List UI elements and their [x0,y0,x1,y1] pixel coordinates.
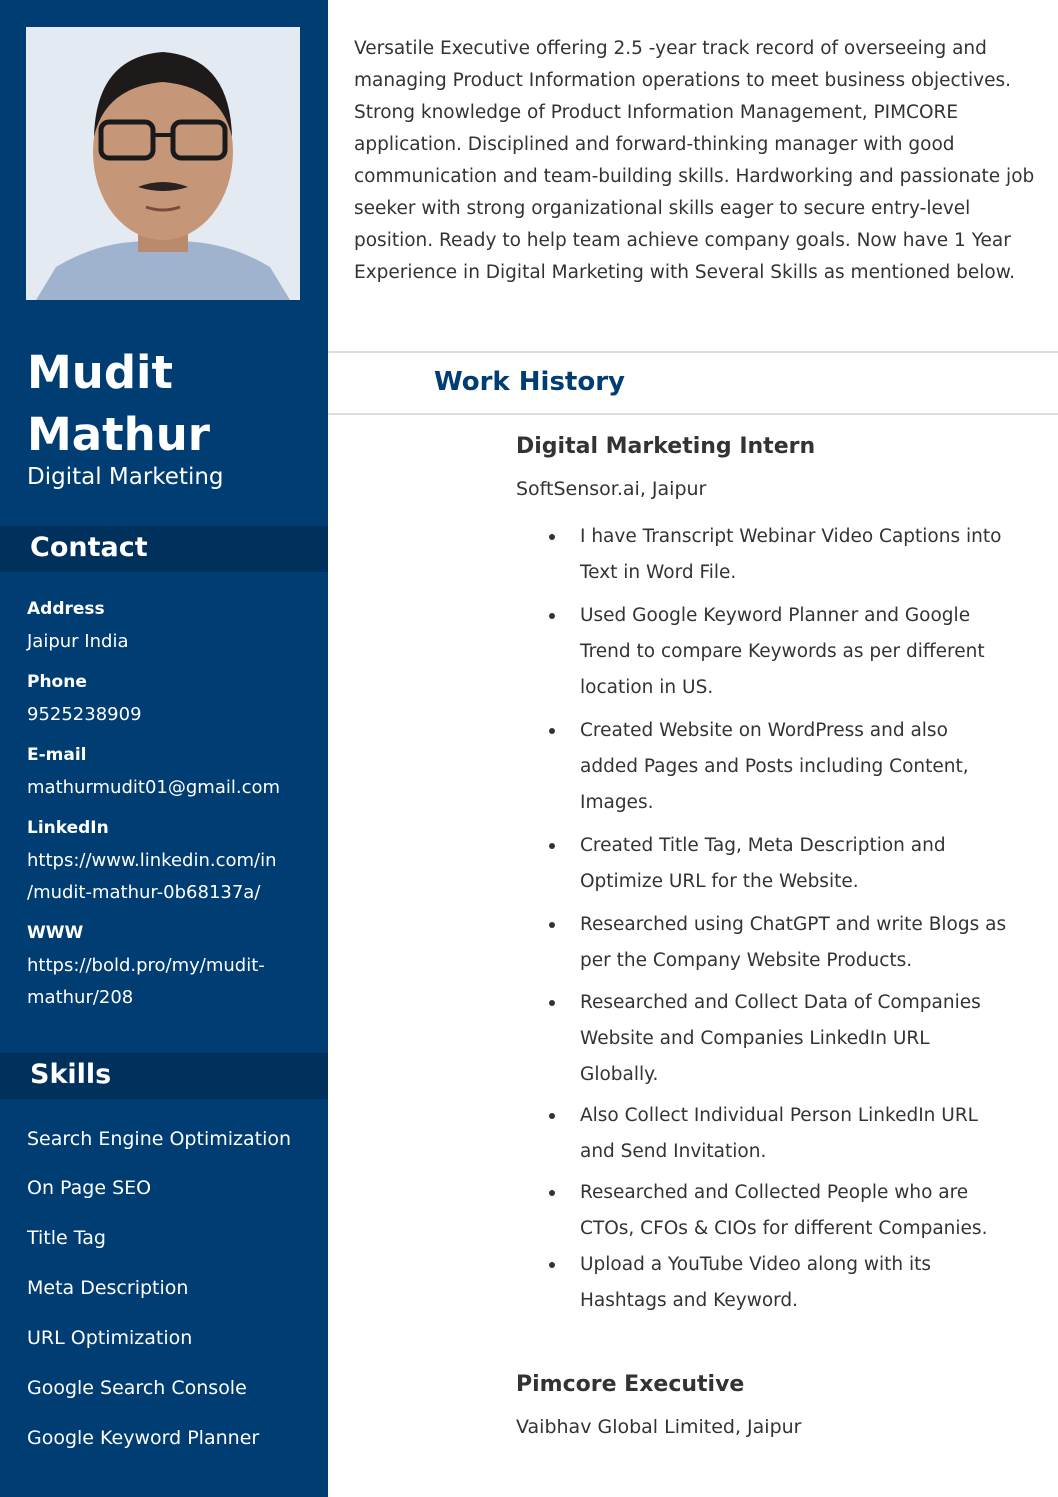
email-label: E-mail [27,745,87,765]
bullet-line: Researched and Collected People who are [580,1182,969,1203]
skills-heading: Skills [30,1059,112,1090]
bullet-line: Images. [580,792,654,813]
candidate-role: Digital Marketing [27,464,224,490]
bullet-line: added Pages and Posts including Content, [580,756,969,777]
bullet-line: Globally. [580,1064,659,1085]
bullet-icon [549,843,555,849]
professional-summary: Versatile Executive offering 2.5 -year track record of overseeing and managing Product Information operations to meet business objectives. Strong knowledge of Product Information Management, PIMCORE application. Disciplined and forward-thinking manager with good communication and team-building skills. Hardworking and passionate job seeker with strong organizational skills eager to secure entry-level position. Ready to help team achieve company goals. Now have 1 Year Experience in Digital Marketing with Several Skills as mentioned below. [354,38,1035,283]
sidebar [0,0,328,1497]
person-portrait-icon [26,27,300,300]
contact-heading-bar [0,526,328,572]
skill-item: Google Keyword Planner [27,1427,260,1449]
address-value: Jaipur India [27,631,129,652]
job-title: Digital Marketing Intern [516,434,816,459]
bullet-line: Hashtags and Keyword. [580,1290,799,1311]
email-link[interactable]: mathurmudit01@gmail.com [27,777,281,798]
phone-value: 9525238909 [27,704,142,725]
bullet-line: and Send Invitation. [580,1141,767,1162]
linkedin-line-1: https://www.linkedin.com/in [27,850,277,871]
bullet-line: I have Transcript Webinar Video Captions into [580,526,1002,547]
phone-label: Phone [27,672,87,692]
bullet-line: Trend to compare Keywords as per different [580,641,985,662]
bullet-line: Created Title Tag, Meta Description and [580,835,946,856]
bullet-line: CTOs, CFOs & CIOs for different Companies. [580,1218,988,1239]
www-link[interactable] [27,950,312,1014]
first-name: Mudit [27,346,173,399]
work-history-heading: Work History [434,367,625,397]
www-label: WWW [27,923,84,943]
profile-photo [26,27,300,300]
bullet-line: Also Collect Individual Person LinkedIn URL [580,1105,978,1126]
job-company: SoftSensor.ai, Jaipur [516,478,707,500]
linkedin-label: LinkedIn [27,818,109,838]
bullet-line: Upload a YouTube Video along with its [580,1254,932,1275]
skill-item: Google Search Console [27,1377,247,1399]
job-company: Vaibhav Global Limited, Jaipur [516,1416,802,1438]
bullet-icon [549,1190,555,1196]
bullet-icon [549,1113,555,1119]
bullet-line: Used Google Keyword Planner and Google [580,605,971,626]
skill-item: On Page SEO [27,1177,152,1199]
skill-item: Search Engine Optimization [27,1128,292,1150]
bullet-line: Optimize URL for the Website. [580,871,859,892]
bullet-icon [549,922,555,928]
bullet-icon [549,613,555,619]
www-line-2: mathur/208 [27,987,134,1008]
skill-item: URL Optimization [27,1327,193,1349]
linkedin-link[interactable] [27,845,312,909]
last-name: Mathur [27,408,210,461]
bullet-line: Researched using ChatGPT and write Blogs as [580,914,1007,935]
www-line-1: https://bold.pro/my/mudit- [27,955,265,976]
job-title: Pimcore Executive [516,1372,745,1397]
work-history-heading-bar [328,351,1058,415]
bullet-icon [549,1000,555,1006]
bullet-icon [549,1262,555,1268]
bullet-line: per the Company Website Products. [580,950,913,971]
linkedin-line-2: /mudit-mathur-0b68137a/ [27,882,261,903]
address-label: Address [27,599,105,619]
bullet-line: Created Website on WordPress and also [580,720,948,741]
bullet-line: Website and Companies LinkedIn URL [580,1028,930,1049]
candidate-name [27,342,317,466]
bullet-line: Researched and Collect Data of Companies [580,992,981,1013]
contact-heading: Contact [30,532,148,563]
bullet-line: Text in Word File. [580,562,737,583]
bullet-line: location in US. [580,677,714,698]
skill-item: Title Tag [27,1227,106,1249]
skills-heading-bar [0,1053,328,1099]
skill-item: Meta Description [27,1277,189,1299]
bullet-icon [549,534,555,540]
bullet-icon [549,728,555,734]
